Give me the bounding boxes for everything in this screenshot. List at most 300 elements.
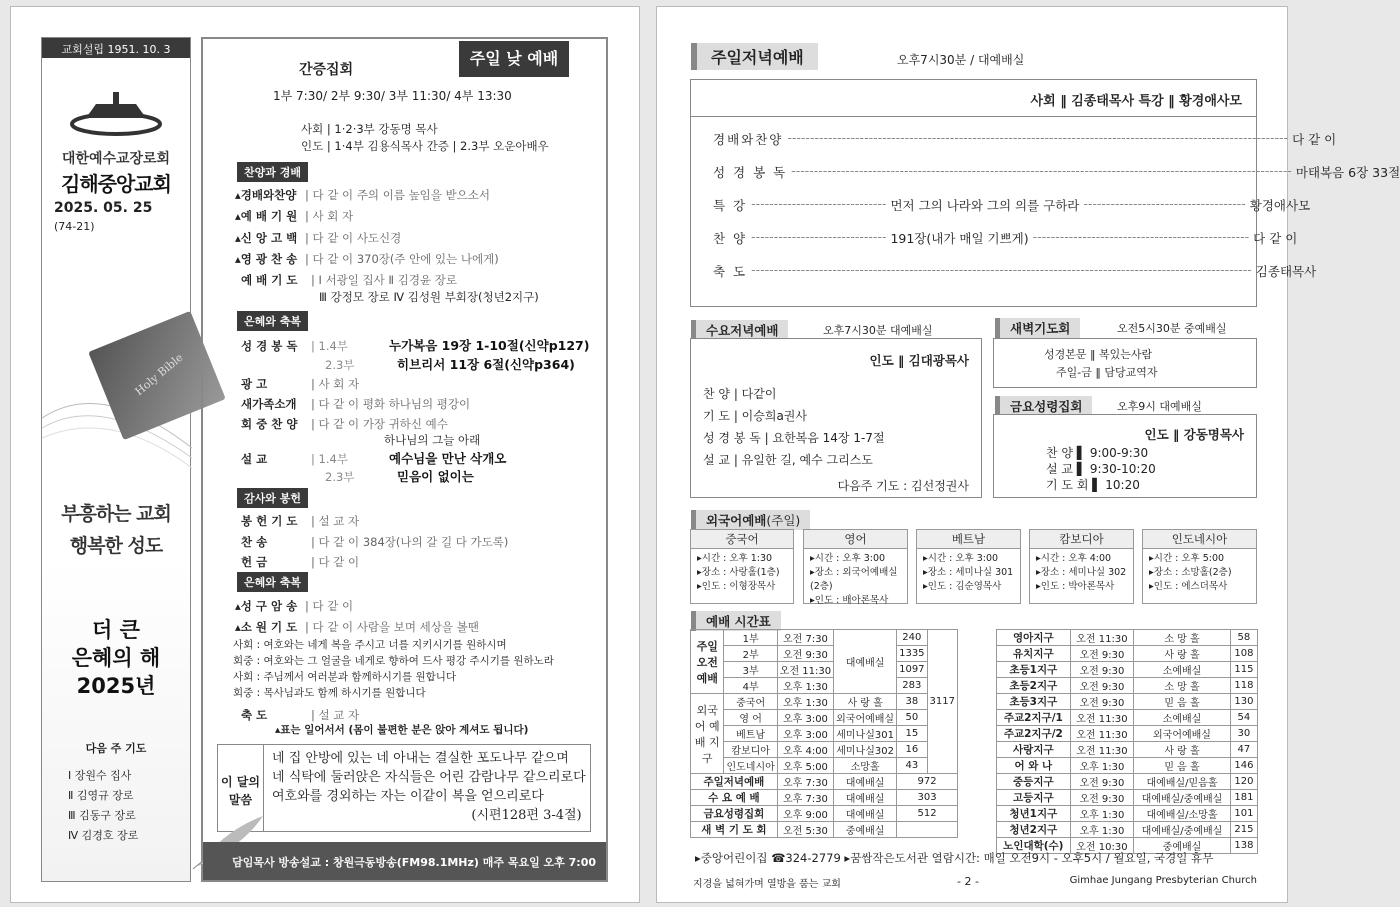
friday-service-box xyxy=(993,414,1257,498)
order-label: 성 경 봉 독 xyxy=(713,165,788,180)
language-name: 영어 xyxy=(804,530,907,549)
order-value: | 다 같 이 384장(나의 갈 길 다 가도록) xyxy=(311,535,509,549)
schedule-cell: 54 xyxy=(1230,710,1257,726)
detail-line: ▸시간 : 오후 3:00 xyxy=(923,553,999,564)
section-header: 은혜와 축복 xyxy=(237,311,308,331)
slogan-line: 부흥하는 교회 xyxy=(61,503,171,525)
detail-line: 주일-금 ‖ 담당교역자 xyxy=(1056,366,1158,379)
order-row xyxy=(325,467,474,485)
district-name: 어 와 나 xyxy=(997,758,1071,774)
schedule-cell: 세미나실302 xyxy=(834,742,897,758)
order-label: 예 배 기 도 xyxy=(241,273,298,287)
order-row xyxy=(241,534,508,550)
schedule-row xyxy=(997,710,1258,726)
order-value: | 설 교 자 xyxy=(311,708,360,722)
year-theme xyxy=(42,616,190,700)
schedule-cell: 중국어 xyxy=(724,694,777,710)
schedule-cell: 43 xyxy=(897,758,927,774)
church-english-name: Gimhae Jungang Presbyterian Church xyxy=(1069,875,1257,886)
schedule-cell: 138 xyxy=(1230,838,1257,854)
dawn-prayer-title: 새벽기도회 xyxy=(995,318,1080,338)
schedule-cell: 58 xyxy=(1230,630,1257,646)
schedule-left-table xyxy=(690,629,958,838)
benediction-line: 회중 : 여호와는 그 얼굴을 네게로 향하여 드사 평강 주시기를 원하노라 xyxy=(233,655,554,667)
schedule-cell: 4부 xyxy=(724,678,777,694)
evening-service-box xyxy=(690,79,1400,307)
theme-line: 2025년 xyxy=(76,674,156,698)
order-row: 설 교 | 유일한 길, 예수 그리스도 xyxy=(703,453,873,467)
detail-line: ▸인도 : 배아론목사 xyxy=(810,595,889,606)
benediction-line: 사회 : 여호와는 네게 복을 주시고 너를 지키시기를 원하시며 xyxy=(233,639,507,651)
evening-order-row xyxy=(713,196,1311,214)
dawn-prayer-detail xyxy=(1044,346,1157,382)
order-label: ▴성 구 암 송 xyxy=(235,599,298,613)
order-label: ▴신 앙 고 백 xyxy=(235,231,298,245)
foreign-language-box xyxy=(1029,529,1134,604)
foreign-service-title xyxy=(691,510,810,530)
order-label: ▴경배와찬양 xyxy=(235,188,297,202)
schedule-row xyxy=(691,726,958,742)
schedule-cell: 240 xyxy=(897,630,927,646)
schedule-row xyxy=(997,774,1258,790)
detail-line: ▸시간 : 오후 1:30 xyxy=(697,553,773,564)
district-name: 사랑지구 xyxy=(997,742,1071,758)
sunday-service-box xyxy=(201,37,608,882)
order-label: 축 도 xyxy=(241,708,268,722)
order-value: | 설 교 자 xyxy=(311,514,360,528)
detail-line: ▸인도 : 김순영목사 xyxy=(923,581,1002,592)
schedule-cell: 오후 5:00 xyxy=(777,758,833,774)
schedule-cell: 오후 3:00 xyxy=(777,726,833,742)
foreign-language-box xyxy=(1142,529,1257,604)
order-continuation: Ⅲ 강정모 장로 Ⅳ 김성원 부회장(청년2지구) xyxy=(319,290,539,304)
cover-strip xyxy=(41,37,191,882)
schedule-cell: 3부 xyxy=(724,662,777,678)
verse-line: 여호와를 경외하는 자는 이같이 복을 얻으리로다 xyxy=(272,789,544,804)
order-value: | 다 같 이 370장(주 안에 있는 나에게) xyxy=(305,252,499,266)
verse-line: 네 집 안방에 있는 네 아내는 결실한 포도나무 같으며 xyxy=(272,751,569,766)
dot-leader: ------------------------------ xyxy=(751,229,887,244)
schedule-cell: 소 망 홀 xyxy=(1134,630,1231,646)
order-value: | 다 같 이 평화 하나님의 평강이 xyxy=(311,397,471,411)
established-date: 교회설립 1951. 10. 3 xyxy=(42,38,190,58)
order-label: ▴영 광 찬 송 xyxy=(235,252,298,266)
language-details xyxy=(1143,549,1256,597)
page-number: - 2 - xyxy=(957,875,979,888)
schedule-cell: 오전 11:30 xyxy=(1070,630,1134,646)
schedule-cell: 대예배실 xyxy=(834,774,897,790)
evening-order-row xyxy=(713,229,1298,247)
wednesday-service-title: 수요저녁예배 xyxy=(691,320,788,340)
schedule-cell: 오전 9:30 xyxy=(1070,694,1134,710)
schedule-cell: 소예배실 xyxy=(1134,662,1231,678)
order-label: 찬 송 xyxy=(241,535,268,549)
standing-note: ▴표는 일어서서 (몸이 불편한 분은 앉아 계셔도 됩니다) xyxy=(275,724,529,736)
benediction-line: 사회 : 주님께서 여러분과 함께하시기를 원합니다 xyxy=(233,671,457,683)
verse-reference: (시편128편 3-4절) xyxy=(471,808,582,823)
foreign-language-box xyxy=(916,529,1021,604)
order-row xyxy=(325,355,575,373)
district-name: 유치지구 xyxy=(997,646,1071,662)
dot-leader: ------------------------------------------------ xyxy=(1032,229,1250,244)
order-value: 2.3부 xyxy=(325,358,355,372)
language-name: 베트남 xyxy=(917,530,1020,549)
district-name: 영아지구 xyxy=(997,630,1071,646)
schedule-cell: 1097 xyxy=(897,662,927,678)
order-row: 찬 양 ▌ 9:00-9:30 xyxy=(1046,446,1149,460)
schedule-cell: 303 xyxy=(897,790,958,806)
schedule-cell: 오전 9:30 xyxy=(1070,646,1134,662)
foreign-language-box xyxy=(690,529,794,604)
verse-line: 네 식탁에 둘러앉은 자식들은 어린 감람나무 같으리로다 xyxy=(272,770,586,785)
detail-line: ▸시간 : 오후 3:00 xyxy=(810,553,886,564)
schedule-cell: 120 xyxy=(1230,774,1257,790)
leaders-line: 사회 | 1·2·3부 강동명 목사 xyxy=(301,122,438,136)
order-row xyxy=(241,513,359,529)
section-header: 감사와 봉헌 xyxy=(237,488,308,508)
friday-service-title: 금요성령집회 xyxy=(995,396,1092,416)
sermon-title: 예수님을 만난 삭개오 xyxy=(389,451,507,466)
order-value: | 다 같 이 xyxy=(311,555,360,569)
schedule-cell: 오전 11:30 xyxy=(1070,742,1134,758)
bulletin-date: 2025. 05. 25 xyxy=(54,200,153,216)
order-row xyxy=(241,554,359,570)
schedule-cell: 중예배실 xyxy=(834,822,897,838)
service-subtitle: 간증집회 xyxy=(299,62,354,78)
schedule-cell: 베트남 xyxy=(724,726,777,742)
order-row: 성 경 봉 독 | 요한복음 14장 1-7절 xyxy=(703,431,885,445)
district-name: 청년1지구 xyxy=(997,806,1071,822)
schedule-cell: 오전 7:30 xyxy=(777,630,833,646)
verse-text xyxy=(272,749,586,825)
church-name: 김해중앙교회 xyxy=(61,172,171,196)
order-label: 헌 금 xyxy=(241,555,268,569)
group-label: 외국어 예배 지구 xyxy=(691,694,724,774)
order-row: 찬 양 | 다같이 xyxy=(703,387,777,401)
schedule-row xyxy=(997,630,1258,646)
dawn-prayer-box xyxy=(993,338,1257,388)
schedule-cell: 소 망 홀 xyxy=(1134,678,1231,694)
friday-leader: 인도 ‖ 강동명목사 xyxy=(1144,427,1244,442)
district-name: 초등2지구 xyxy=(997,678,1071,694)
schedule-cell: 외국어예배실 xyxy=(1134,726,1231,742)
order-value: | 다 같 이 사도신경 xyxy=(305,231,402,245)
schedule-row xyxy=(691,758,958,774)
dot-leader: --------------------------------------------------------------------------------------------------------------- xyxy=(791,163,1292,178)
friday-order xyxy=(1046,445,1156,493)
district-name: 초등3지구 xyxy=(997,694,1071,710)
schedule-row xyxy=(691,822,958,838)
room-cell: 대예배실 xyxy=(834,630,897,694)
detail-line: ▸장소 : 세미나실 301 xyxy=(923,567,1014,578)
order-row xyxy=(235,619,479,635)
evening-order-row xyxy=(713,262,1317,280)
schedule-row xyxy=(997,822,1258,838)
district-name: 초등1지구 xyxy=(997,662,1071,678)
schedule-cell: 사 랑 홀 xyxy=(1134,646,1231,662)
order-value: | 사 회 자 xyxy=(305,209,354,223)
order-row xyxy=(241,336,589,354)
church-logo-icon xyxy=(66,90,166,140)
dot-leader: --------------------------------------------------------------------------------------------------------------- xyxy=(787,130,1289,145)
district-name: 중등지구 xyxy=(997,774,1071,790)
evening-order-row xyxy=(713,130,1337,148)
order-value: | 다 같 이 xyxy=(305,599,354,613)
order-row xyxy=(235,187,490,203)
schedule-cell: 믿 음 홀 xyxy=(1134,758,1231,774)
schedule-cell: 38 xyxy=(897,694,927,710)
evening-roles: 사회 ‖ 김종태목사 특강 ‖ 황경애사모 xyxy=(1030,94,1242,109)
schedule-cell: 115 xyxy=(1230,662,1257,678)
schedule-cell: 오전 11:30 xyxy=(1070,726,1134,742)
schedule-cell: 외국어예배실 xyxy=(834,710,897,726)
order-label: ▴소 원 기 도 xyxy=(235,620,298,634)
schedule-right-table xyxy=(996,629,1258,854)
order-value: | 다 같 이 사람을 보며 세상을 볼땐 xyxy=(305,620,479,634)
service-name: 금요성령집회 xyxy=(691,806,778,822)
detail-line: ▸장소 : 사랑홀(1층) xyxy=(697,567,780,578)
hymn: 191장(내가 매일 기쁘게) xyxy=(890,231,1029,246)
schedule-cell: 세미나실301 xyxy=(834,726,897,742)
schedule-cell: 146 xyxy=(1230,758,1257,774)
language-details xyxy=(1030,549,1133,597)
order-value: | 다 같 이 주의 이름 높임을 받으소서 xyxy=(305,188,490,202)
prayer-item: Ⅱ 김영규 장로 xyxy=(68,789,134,802)
foreign-language-box xyxy=(803,529,908,604)
evening-service-title: 주일저녁예배 xyxy=(691,43,818,70)
verse-label-line: 이 달의 xyxy=(221,775,260,789)
schedule-row xyxy=(997,694,1258,710)
schedule-row xyxy=(997,742,1258,758)
schedule-cell: 오후 9:00 xyxy=(777,806,833,822)
schedule-cell: 대예배실/소망홀 xyxy=(1134,806,1231,822)
schedule-cell: 오전 9:30 xyxy=(777,646,833,662)
footer-info: ▸중앙어린이집 ☎324-2779 ▸꿈쌈작은도서관 열람시간: 매일 오전9시 - 오후5시 / 월요일, 국경일 휴무 xyxy=(695,851,1214,865)
prayer-item: Ⅰ 장원수 집사 xyxy=(68,769,132,782)
wednesday-service-info: 오후7시30분 대예배실 xyxy=(823,324,933,337)
district-name: 청년2지구 xyxy=(997,822,1071,838)
schedule-cell: 오후 3:00 xyxy=(777,710,833,726)
schedule-cell: 소예배실 xyxy=(1134,710,1231,726)
schedule-cell: 108 xyxy=(1230,646,1257,662)
schedule-cell: 130 xyxy=(1230,694,1257,710)
schedule-row xyxy=(997,790,1258,806)
order-label: 설 교 xyxy=(241,452,268,466)
bulletin-number: (74-21) xyxy=(54,220,95,233)
schedule-row xyxy=(997,806,1258,822)
scripture-reading: 히브리서 11장 6절(신약p364) xyxy=(397,357,575,372)
order-row xyxy=(235,208,353,224)
scripture-reading: 누가복음 19장 1-10절(신약p127) xyxy=(389,338,590,353)
schedule-cell: 512 xyxy=(897,806,958,822)
schedule-cell: 1부 xyxy=(724,630,777,646)
radio-broadcast-banner: 담임목사 방송설교 : 창원극동방송(FM98.1MHz) 매주 목요일 오후 7:00 xyxy=(203,842,606,880)
order-label: 특 강 xyxy=(713,198,748,213)
schedule-row xyxy=(691,710,958,726)
theme-line: 더 큰 xyxy=(92,618,140,642)
language-name: 인도네시아 xyxy=(1143,530,1256,549)
prayer-item: Ⅲ 김동구 장로 xyxy=(68,809,136,822)
schedule-cell: 1335 xyxy=(897,646,927,662)
order-row xyxy=(241,707,359,723)
next-week-prayer-heading: 다음 주 기도 xyxy=(85,742,147,755)
schedule-cell: 대예배실 xyxy=(834,806,897,822)
schedule-cell: 오후 7:30 xyxy=(777,790,833,806)
detail-line: ▸인도 : 에스더목사 xyxy=(1149,581,1228,592)
order-value: | 1.4부 xyxy=(311,452,348,466)
service-name: 주일저녁예배 xyxy=(691,774,778,790)
schedule-cell: 캄보디아 xyxy=(724,742,777,758)
detail-line: ▸장소 : 외국어예배실(2층) xyxy=(810,567,898,592)
evening-order-row xyxy=(713,163,1400,181)
schedule-cell xyxy=(897,822,958,838)
dot-leader: --------------------------------------------------------------------------------------------------------------- xyxy=(751,262,1252,277)
sermon-title: 믿음이 없이는 xyxy=(397,469,474,484)
order-value: | 1.4부 xyxy=(311,339,348,353)
schedule-row xyxy=(691,790,958,806)
schedule-cell: 오후 1:30 xyxy=(1070,758,1134,774)
language-details xyxy=(691,549,793,597)
schedule-cell: 오전 10:30 xyxy=(1070,838,1134,854)
schedule-cell: 오전 9:30 xyxy=(1070,790,1134,806)
total-count: 3117 xyxy=(927,630,957,774)
bible-label: Holy Bible xyxy=(132,350,186,399)
order-value: 황경애사모 xyxy=(1249,198,1311,213)
schedule-row xyxy=(691,806,958,822)
district-name: 주교2지구/1 xyxy=(997,710,1071,726)
evening-service-info: 오후7시30분 / 대예배실 xyxy=(897,53,1025,67)
foreign-title-suffix: (주일) xyxy=(766,513,801,528)
wednesday-service-box xyxy=(690,338,982,498)
schedule-cell: 16 xyxy=(897,742,927,758)
schedule-cell: 30 xyxy=(1230,726,1257,742)
detail-line: ▸인도 : 이형장목사 xyxy=(697,581,776,592)
benediction-line: 회중 : 목사님과도 함께 하시기를 원합니다 xyxy=(233,687,426,699)
schedule-cell: 오전 9:30 xyxy=(1070,774,1134,790)
schedule-cell: 소망홀 xyxy=(834,758,897,774)
schedule-row xyxy=(691,774,958,790)
schedule-row xyxy=(691,662,958,678)
schedule-row xyxy=(691,694,958,710)
next-week-prayer-list xyxy=(68,766,138,846)
order-row: 설 교 ▌ 9:30-10:20 xyxy=(1046,462,1156,476)
detail-line: ▸장소 : 소망홀(2층) xyxy=(1149,567,1232,578)
language-name: 캄보디아 xyxy=(1030,530,1133,549)
schedule-cell: 대예배실/믿음홀 xyxy=(1134,774,1231,790)
order-label: 광 고 xyxy=(241,377,268,391)
schedule-cell: 중예배실 xyxy=(1134,838,1231,854)
footer-motto: 지경을 넓혀가며 열방을 품는 교회 xyxy=(693,879,841,890)
order-label: 회 중 찬 양 xyxy=(241,417,298,431)
slogan xyxy=(42,498,190,562)
detail-line: ▸인도 : 박아론목사 xyxy=(1036,581,1115,592)
detail-line: ▸시간 : 오후 5:00 xyxy=(1149,553,1225,564)
language-details xyxy=(804,549,907,611)
schedule-cell: 사 랑 홀 xyxy=(1134,742,1231,758)
denomination: 대한예수교장로회 xyxy=(61,151,171,167)
section-header: 은혜와 축복 xyxy=(237,572,308,592)
order-row: 기 도 회 ▌ 10:20 xyxy=(1046,478,1140,492)
detail-line: ▸시간 : 오후 4:00 xyxy=(1036,553,1112,564)
schedule-cell: 50 xyxy=(897,710,927,726)
order-value: 김종태목사 xyxy=(1255,264,1317,279)
schedule-row xyxy=(997,662,1258,678)
service-times: 1부 7:30/ 2부 9:30/ 3부 11:30/ 4부 13:30 xyxy=(273,89,512,103)
order-row: 기 도 | 이승희a권사 xyxy=(703,409,807,423)
order-label: 찬 양 xyxy=(713,231,748,246)
language-name: 중국어 xyxy=(691,530,793,549)
order-row xyxy=(235,230,401,246)
schedule-cell: 215 xyxy=(1230,822,1257,838)
verse-label-line: 말씀 xyxy=(228,793,253,807)
order-label: 축 도 xyxy=(713,264,748,279)
schedule-cell: 47 xyxy=(1230,742,1257,758)
detail-line: ▸장소 : 세미나실 302 xyxy=(1036,567,1127,578)
order-value: 다 같 이 xyxy=(1292,132,1337,147)
order-continuation: 하나님의 그늘 아래 xyxy=(384,433,481,447)
order-label: ▴예 배 기 원 xyxy=(235,209,298,223)
service-badge: 주일 낮 예배 xyxy=(459,41,569,77)
schedule-cell: 15 xyxy=(897,726,927,742)
service-name: 새 벽 기 도 회 xyxy=(691,822,778,838)
order-row xyxy=(241,376,359,392)
district-name: 주교2지구/2 xyxy=(997,726,1071,742)
order-row xyxy=(241,272,457,288)
schedule-cell: 오전 11:30 xyxy=(777,662,833,678)
divider xyxy=(691,116,1256,117)
order-label: 경배와찬양 xyxy=(713,132,784,147)
order-value: 다 같 이 xyxy=(1253,231,1298,246)
schedule-cell: 오후 1:30 xyxy=(777,694,833,710)
schedule-cell: 972 xyxy=(897,774,958,790)
order-row xyxy=(235,598,353,614)
order-value: 마태복음 6장 33절 xyxy=(1295,165,1400,180)
district-name: 노인대학(수) xyxy=(997,838,1071,854)
schedule-cell: 오후 1:30 xyxy=(1070,806,1134,822)
page-left xyxy=(10,6,640,903)
schedule-cell: 대예배실 xyxy=(834,790,897,806)
schedule-cell: 오전 9:30 xyxy=(1070,678,1134,694)
schedule-cell: 118 xyxy=(1230,678,1257,694)
service-name: 수 요 예 배 xyxy=(691,790,778,806)
order-label: 새가족소개 xyxy=(241,397,297,411)
schedule-row xyxy=(691,646,958,662)
schedule-row xyxy=(691,742,958,758)
slogan-line: 행복한 성도 xyxy=(69,535,163,557)
schedule-cell: 영 어 xyxy=(724,710,777,726)
order-row xyxy=(235,251,499,267)
schedule-title: 예배 시간표 xyxy=(691,611,781,631)
schedule-cell: 인도네시아 xyxy=(724,758,777,774)
dawn-prayer-info: 오전5시30분 중예배실 xyxy=(1117,322,1227,335)
friday-service-info: 오후9시 대예배실 xyxy=(1117,400,1202,413)
schedule-cell: 오후 4:00 xyxy=(777,742,833,758)
schedule-cell: 오전 9:30 xyxy=(1070,662,1134,678)
next-week-prayer: 다음주 기도 : 김선정권사 xyxy=(837,479,969,493)
wednesday-order xyxy=(703,383,885,471)
order-label: 성 경 봉 독 xyxy=(241,339,298,353)
schedule-cell: 283 xyxy=(897,678,927,694)
order-value: | Ⅰ 서광일 집사 Ⅱ 김경윤 장로 xyxy=(311,273,457,287)
order-row xyxy=(241,416,448,432)
dot-leader: ------------------------------ xyxy=(751,196,887,211)
group-label: 주일 오전 예배 xyxy=(691,630,724,694)
order-row xyxy=(241,396,470,412)
leaders-line: 인도 | 1·4부 김용식목사 간증 | 2.3부 오운아배우 xyxy=(301,139,549,153)
order-value: | 다 같 이 가장 귀하신 예수 xyxy=(311,417,448,431)
detail-line: 성경본문 ‖ 복있는사람 xyxy=(1044,348,1153,361)
page-right xyxy=(656,6,1400,903)
